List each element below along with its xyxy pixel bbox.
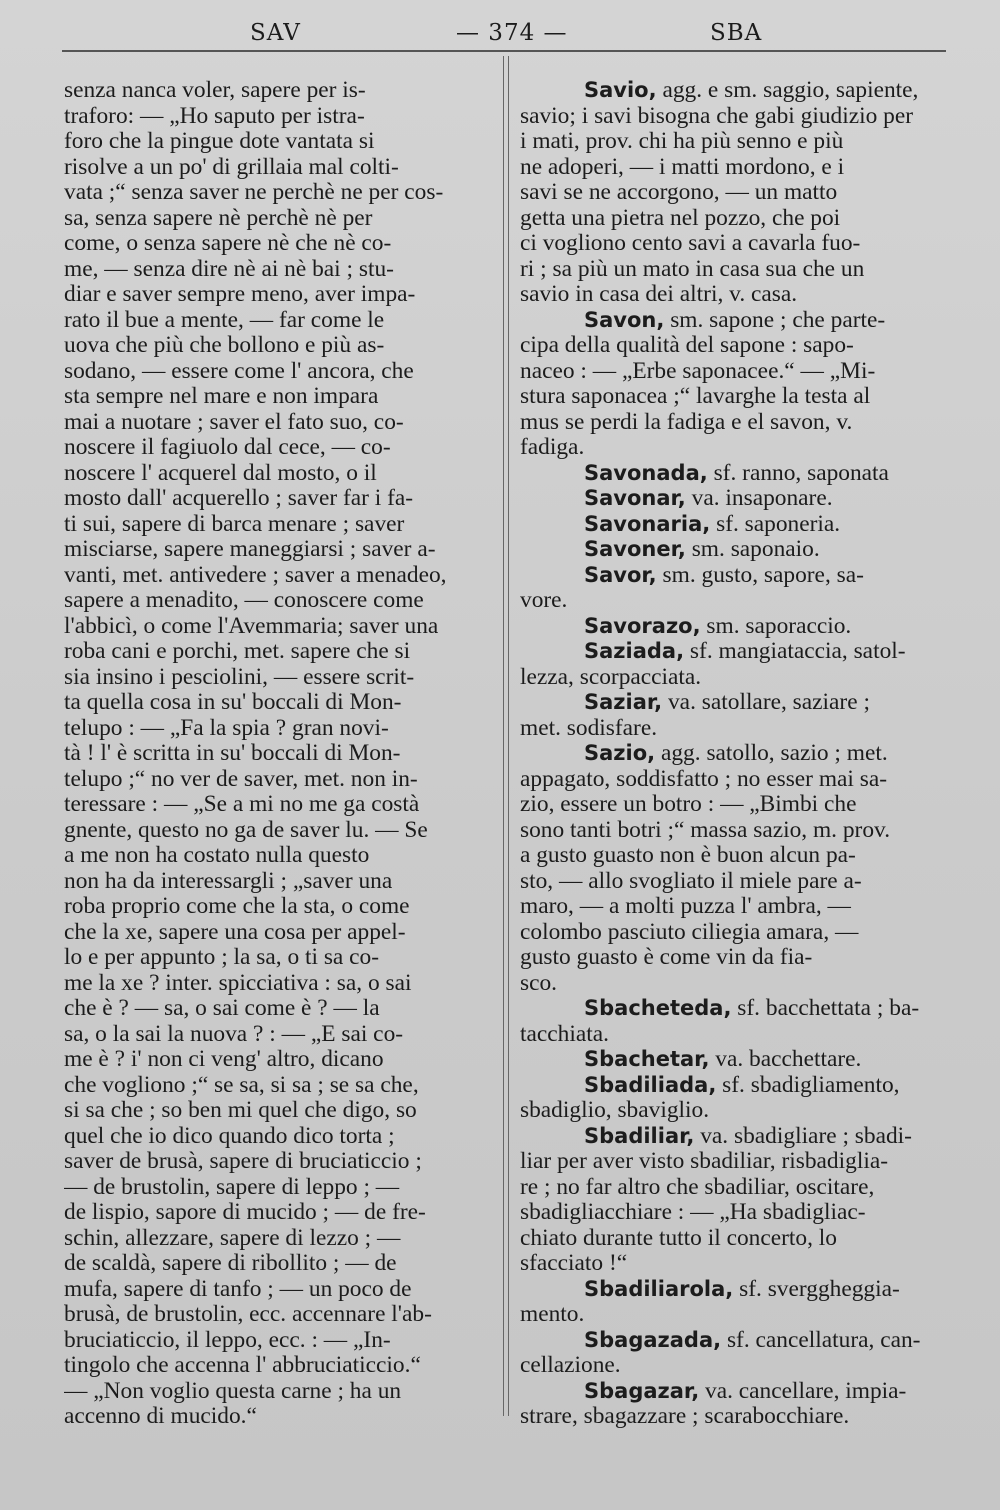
text-line: che vogliono ;“ se sa, si sa ; se sa che, [64, 1072, 419, 1098]
text-line [520, 333, 950, 359]
text-line [520, 665, 950, 691]
text-line [520, 767, 950, 793]
text-line [520, 1404, 950, 1430]
right-column [520, 78, 950, 1430]
text-line: mufa, sapere di tanfo ; — un poco de [64, 1276, 412, 1302]
text-line: a me non ha costato nulla questo [64, 843, 370, 868]
text-line: de scaldà, sapere di ribollito ; — de [64, 1251, 397, 1276]
text-line [520, 716, 950, 742]
text-line: ti sui, sapere di barca menare ; saver [64, 511, 405, 537]
text-line: lo e per appunto ; la sa, o ti sa co- [64, 945, 380, 970]
text-line: mosto dall' acquerello ; saver far i fa- [64, 486, 414, 511]
text-line [520, 282, 950, 308]
text-line: saver de brusà, sapere di bruciaticcio ; [64, 1149, 422, 1174]
text-line [520, 1098, 950, 1124]
definition-text: strare, sbagazzare ; scarabocchiare. [520, 1404, 850, 1429]
page-number: — 374 — [456, 20, 568, 46]
definition-text: getta una pietra nel pozzo, che poi [520, 205, 841, 231]
text-line: diar e saver sempre meno, aver impa- [64, 282, 416, 307]
definition-text: sco. [520, 970, 558, 996]
definition-text: sf. mangiataccia, satol- [684, 639, 906, 664]
text-line: che la xe, sapere una cosa per appel- [64, 919, 406, 945]
entry-line [520, 614, 950, 640]
definition-text: savio; i savi bisogna che gabi giudizio per [520, 103, 914, 129]
entry-line [520, 1124, 950, 1150]
entry-line [520, 486, 950, 512]
entry-line [520, 1328, 950, 1354]
definition-text: sono tanti botri ;“ massa sazio, m. prov. [520, 817, 891, 843]
text-line: accenno di mucido.“ [64, 1404, 257, 1429]
text-line: sta sempre nel mare e non impara [64, 384, 379, 409]
headword: Sbagazada, [584, 1327, 722, 1352]
definition-text: sf. ranno, saponata [707, 460, 889, 486]
text-line: me la xe ? inter. spicciativa : sa, o sai [64, 970, 412, 996]
entry-line [520, 308, 950, 334]
headword: Sbadiliarola, [584, 1276, 734, 1301]
entry-line [520, 537, 950, 563]
entry-line [520, 1073, 950, 1099]
definition-text: va. insaponare. [685, 486, 833, 511]
definition-text: sfacciato !“ [520, 1251, 628, 1276]
definition-text: sf. saponeria. [710, 511, 841, 537]
entry-line [520, 1047, 950, 1073]
text-line [520, 104, 950, 130]
page-header [60, 14, 950, 48]
text-line: sia insino i pesciolini, — essere scrit- [64, 664, 415, 690]
definition-text: colombo pasciuto ciliegia amara, — [520, 919, 859, 945]
left-column [64, 78, 486, 1430]
text-line [520, 920, 950, 946]
text-line: tingolo che accenna l' abbruciaticcio.“ [64, 1353, 421, 1378]
text-line: brusà, de brustolin, ecc. accennare l'ab- [64, 1302, 432, 1327]
headword: Sbadiliar, [584, 1123, 695, 1148]
entry-line [520, 639, 950, 665]
text-line: rato il bue a mente, — far come le [64, 307, 385, 333]
text-line: mai a nuotare ; saver el fato suo, co- [64, 409, 404, 435]
definition-text: tacchiata. [520, 1021, 609, 1047]
text-line [520, 843, 950, 869]
text-line [520, 894, 950, 920]
definition-text: mento. [520, 1302, 585, 1327]
headword: Saziada, [584, 639, 685, 663]
headword: Sbacheteda, [584, 996, 732, 1020]
text-line: vata ;“ senza saver ne perchè ne per cos- [64, 180, 444, 205]
text-line [520, 435, 950, 461]
definition-text: ne adoperi, — i matti mordono, e i [520, 154, 845, 180]
headword: Savor, [584, 562, 657, 587]
entry-line [520, 996, 950, 1022]
text-line: l'abbicì, o come l'Avemmaria; saver una [64, 613, 439, 639]
text-line: gnente, questo no ga de saver lu. — Se [64, 817, 428, 843]
headword: Savonaria, [584, 511, 711, 536]
definition-text: va. sbadigliare ; sbadi- [694, 1123, 912, 1149]
definition-text: i mati, prov. chi ha più senno e più [520, 129, 844, 154]
definition-text: va. cancellare, impia- [699, 1378, 907, 1404]
definition-text: ci vogliono cento savi a cavarla fuo- [520, 231, 861, 256]
text-line: si sa che ; so ben mi quel che digo, so [64, 1098, 417, 1123]
text-line [520, 869, 950, 895]
text-line [520, 231, 950, 257]
header-left-guide-word: SAV [250, 20, 301, 46]
definition-text: sf. sverggheggia- [733, 1276, 900, 1302]
headword: Sazio, [584, 741, 656, 765]
text-line: teressare : — „Se a mi no me ga costà [64, 792, 420, 817]
text-line: me è ? i' non ci veng' altro, dicano [64, 1047, 384, 1072]
text-line: sa, o la sai la nuova ? : — „E sai co- [64, 1021, 404, 1047]
text-line [520, 129, 950, 155]
headword: Savio, [584, 78, 657, 102]
definition-text: met. sodisfare. [520, 715, 658, 741]
definition-text: agg. e sm. saggio, sapiente, [656, 78, 919, 103]
text-line [520, 1302, 950, 1328]
headword: Savoner, [584, 537, 686, 561]
definition-text: a gusto guasto non è buon alcun pa- [520, 843, 856, 868]
definition-text: sm. saponaio. [685, 537, 820, 562]
text-line: risolve a un po' di grillaia mal colti- [64, 154, 399, 180]
definition-text: cellazione. [520, 1353, 621, 1378]
text-line [520, 1175, 950, 1201]
text-line: — „Non voglio questa carne ; ha un [64, 1378, 402, 1404]
text-line: de lispio, sapore di mucido ; — de fre- [64, 1200, 426, 1225]
text-line: quel che io dico quando dico torta ; [64, 1123, 395, 1149]
text-line [520, 1226, 950, 1252]
definition-text: sm. saporaccio. [700, 613, 852, 639]
entry-line [520, 1277, 950, 1303]
header-right-guide-word: SBA [710, 20, 763, 46]
text-line [520, 1353, 950, 1379]
text-line: senza nanca voler, sapere per is- [64, 78, 366, 103]
definition-text: sto, — allo svogliato il miele pare a- [520, 868, 862, 894]
definition-text: maro, — a molti puzza l' ambra, — [520, 894, 851, 919]
column-divider [503, 56, 509, 1416]
text-line: misciarse, sapere maneggiarsi ; saver a- [64, 537, 436, 562]
text-line [520, 206, 950, 232]
headword: Sbachetar, [584, 1047, 710, 1071]
definition-text: lezza, scorpacciata. [520, 664, 702, 690]
text-line: sapere a menadito, — conoscere come [64, 588, 424, 613]
headword: Savon, [584, 307, 665, 332]
definition-text: sf. sbadigliamento, [716, 1072, 900, 1098]
definition-text: sf. cancellatura, can- [721, 1327, 921, 1353]
entry-line [520, 461, 950, 487]
entry-line [520, 741, 950, 767]
text-line [520, 180, 950, 206]
headword: Saziar, [584, 690, 663, 714]
text-line: noscere il fagiuolo dal cece, — co- [64, 435, 391, 460]
text-line [520, 818, 950, 844]
definition-text: naceo : — „Erbe saponacee.“ — „Mi- [520, 358, 876, 384]
definition-text: sf. bacchettata ; ba- [731, 996, 920, 1021]
headword: Savorazo, [584, 613, 701, 638]
entry-line [520, 78, 950, 104]
definition-text: ri ; sa più un mato in casa sua che un [520, 256, 865, 282]
text-line: roba cani e porchi, met. sapere che si [64, 639, 411, 664]
text-line [520, 945, 950, 971]
text-line [520, 257, 950, 283]
definition-text: zio, essere un botro : — „Bimbi che [520, 792, 857, 817]
definition-text: va. satollare, saziare ; [662, 690, 870, 715]
definition-text: fadiga. [520, 435, 585, 460]
text-line: vanti, met. antivedere ; saver a menadeo, [64, 562, 447, 588]
text-line: traforo: — „Ho saputo per istra- [64, 103, 365, 129]
headword: Sbadiliada, [584, 1072, 717, 1097]
text-line: schin, allezzare, sapere di lezzo ; — [64, 1225, 401, 1251]
text-line: che è ? — sa, o sai come è ? — la [64, 996, 380, 1021]
text-line [520, 1251, 950, 1277]
text-line [520, 1200, 950, 1226]
definition-text: sm. sapone ; che parte- [664, 307, 886, 333]
definition-text: sbadiglio, sbaviglio. [520, 1098, 710, 1123]
definition-text: re ; no far altro che sbadiliar, oscitare, [520, 1174, 875, 1200]
text-line: telupo : — „Fa la spia ? gran novi- [64, 715, 389, 741]
entry-line [520, 1379, 950, 1405]
definition-text: gusto guasto è come vin da fia- [520, 945, 813, 970]
entry-line [520, 690, 950, 716]
text-line: tà ! l' è scritta in su' boccali di Mon- [64, 741, 401, 766]
text-line: bruciaticcio, il leppo, ecc. : — „In- [64, 1327, 391, 1353]
definition-text: mus se perdi la fadiga e el savon, v. [520, 409, 853, 435]
definition-text: stura saponacea ;“ lavarghe la testa al [520, 384, 871, 409]
entry-line [520, 512, 950, 538]
definition-text: savi se ne accorgono, — un matto [520, 180, 838, 205]
entry-line [520, 563, 950, 589]
text-line: roba proprio come che la sta, o come [64, 894, 410, 919]
definition-text: va. bacchettare. [709, 1047, 862, 1072]
definition-text: chiato durante tutto il concerto, lo [520, 1225, 837, 1251]
text-line [520, 1149, 950, 1175]
headword: Savonar, [584, 486, 686, 510]
definition-text: sbadigliacchiare : — „Ha sbadigliac- [520, 1200, 866, 1225]
headword: Sbagazar, [584, 1378, 700, 1403]
definition-text: cipa della qualità del sapone : sapo- [520, 333, 854, 358]
text-line: ta quella cosa in su' boccali di Mon- [64, 690, 402, 715]
text-line: noscere l' acquerel dal mosto, o il [64, 460, 377, 486]
text-line: — de brustolin, sapere di leppo ; — [64, 1174, 400, 1200]
text-line: non ha da interessargli ; „saver una [64, 868, 393, 894]
text-line: me, — senza dire nè ai nè bai ; stu- [64, 256, 394, 282]
text-line [520, 792, 950, 818]
definition-text: vore. [520, 588, 568, 613]
headword: Savonada, [584, 460, 708, 485]
text-line: sa, senza sapere nè perchè nè per [64, 205, 373, 231]
text-line [520, 155, 950, 181]
text-line [520, 1022, 950, 1048]
definition-text: sm. gusto, sapore, sa- [656, 562, 864, 588]
text-line: telupo ;“ no ver de saver, met. non in- [64, 766, 418, 792]
text-line: come, o senza sapere nè che nè co- [64, 231, 392, 256]
text-line: foro che la pingue dote vantata si [64, 129, 375, 154]
definition-text: savio in casa dei altri, v. casa. [520, 282, 798, 307]
definition-text: appagato, soddisfatto ; no esser mai sa- [520, 766, 888, 792]
text-line [520, 359, 950, 385]
definition-text: liar per aver visto sbadiliar, risbadiglia- [520, 1149, 888, 1174]
text-line [520, 588, 950, 614]
definition-text: agg. satollo, sazio ; met. [655, 741, 888, 766]
header-rule [62, 50, 946, 52]
text-line: sodano, — essere come l' ancora, che [64, 358, 414, 384]
text-line [520, 384, 950, 410]
text-line [520, 971, 950, 997]
text-line [520, 410, 950, 436]
text-line: uova che più che bollono e più as- [64, 333, 385, 358]
